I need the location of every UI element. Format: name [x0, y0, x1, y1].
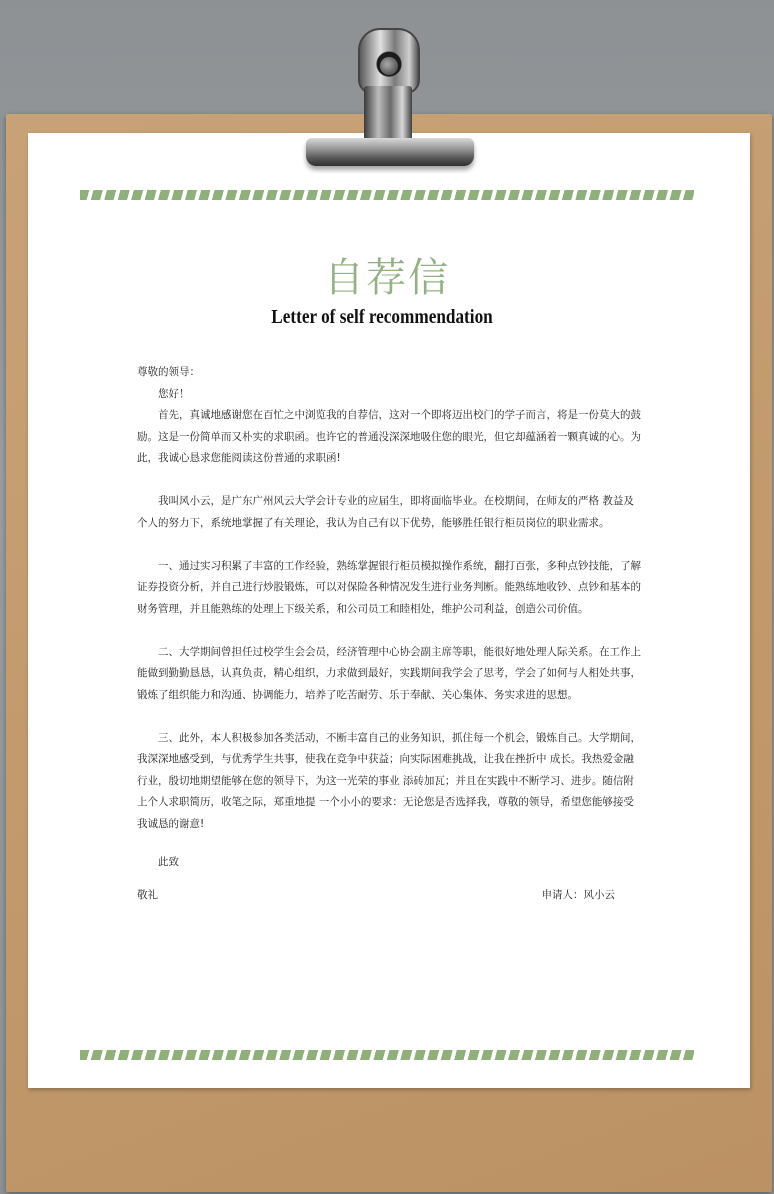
salutation: 尊敬的领导：: [137, 366, 200, 378]
applicant-signature: 申请人：风小云: [541, 889, 615, 901]
bottom-decorative-stripe: [80, 1050, 694, 1060]
regards: 敬礼: [137, 889, 158, 901]
letter-title-english: Letter of self recommendation: [271, 306, 493, 328]
binder-clip-base: [306, 138, 474, 166]
paragraph-background: 我叫风小云，是广东广州风云大学会计专业的应届生，即将面临毕业。在校期间，在师友的严格 教益及个人的努力下，系统地掌握了有关理论，我认为自己有以下优势，能够胜任银行柜员岗位的职业需求。: [137, 495, 634, 529]
letter-body: [137, 362, 641, 835]
closing-phrase: 此致: [158, 856, 179, 868]
binder-clip-hole: [380, 57, 398, 75]
paragraph-point-two: 二、大学期间曾担任过校学生会会员，经济管理中心协会副主席等职，能很好地处理人际关系。在工作上能做到勤勤恳恳，认真负责，精心组织，力求做到最好，实践期间我学会了思考，学会了如何与人相处共事，锻炼了组织能力和沟通、协调能力，培养了吃苦耐劳、乐于奉献、关心集体、务实求进的思想。: [137, 645, 641, 701]
signature-row: [137, 885, 641, 906]
paragraph-point-one: 一、通过实习积累了丰富的工作经验，熟练掌握银行柜员模拟操作系统，翻打百张，多种点钞技能，了解证券投资分析，并自己进行炒股锻炼，可以对保险各种情况发生进行业务判断。能熟练地收钞、点钞和基本的财务管理，并且能熟练的处理上下级关系，和公司员工和睦相处，维护公司利益，创造公司价值。: [137, 559, 641, 615]
top-decorative-stripe: [80, 190, 694, 200]
greeting: 您好！: [158, 387, 190, 400]
binder-clip-neck: [364, 86, 412, 140]
paragraph-point-three: 三、此外，本人积极参加各类活动，不断丰富自己的业务知识，抓住每一个机会，锻炼自己。大学期间，我深深地感受到，与优秀学生共事，使我在竞争中获益；向实际困难挑战，让我在挫折中 成长。我热爱金融行业，殷切地期望能够在您的领导下，为这一光荣的事业 添砖加瓦；并且在实践中不断学习、进步。随信附上个人求职简历，收笔之际，郑重地提 一个小小的要求：无论您是否选择我，尊敬的领导，希望您能够接受我诚恳的谢意!: [137, 731, 641, 830]
letter-title-chinese: 自荐信: [324, 255, 450, 301]
paragraph-intro: 首先，真诚地感谢您在百忙之中浏览我的自荐信，这对一个即将迈出校门的学子而言，将是一份莫大的鼓励。这是一份简单而又朴实的求职函。也许它的普通没深深地吸住您的眼光，但它却蕴涵着一颗真诚的心。为此，我诚心恳求您能阅读这份普通的求职函!: [137, 409, 641, 464]
